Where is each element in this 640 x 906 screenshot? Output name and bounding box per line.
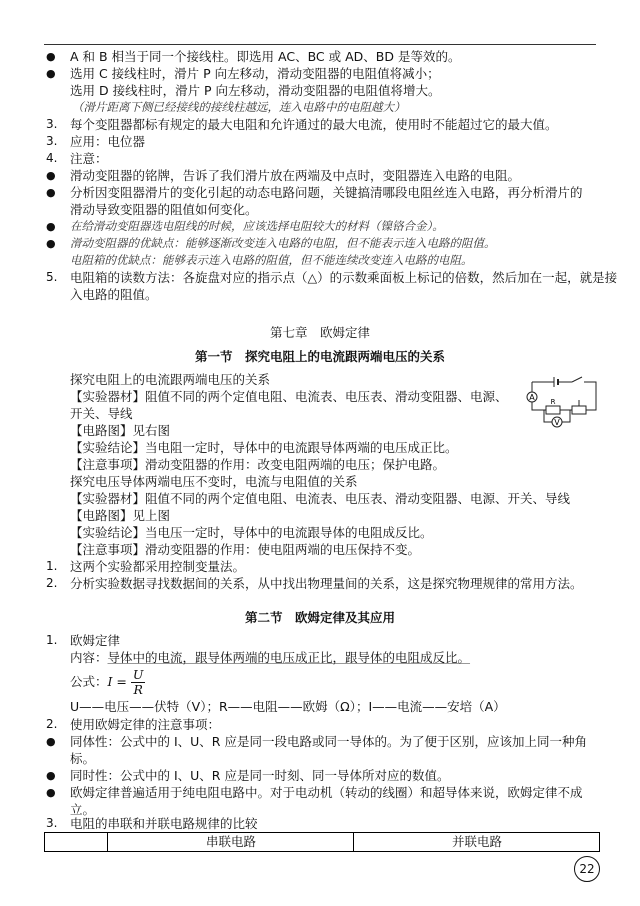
wire — [532, 402, 546, 410]
law-content-text: 导体中的电流，跟导体两端的电压成正比，跟导体的电阻成反比。 — [107, 650, 471, 665]
paragraph-line: 【注意事项】滑动变阻器的作用：使电阻两端的电压保持不变。 — [70, 542, 421, 557]
bullet-text: 立。 — [70, 802, 96, 817]
bullet-text: 选用 C 接线柱时，滑片 P 向左移动，滑动变阻器的电阻值将减小； — [70, 66, 440, 81]
bullet-text: 滑动导致变阻器的阻值如何变化。 — [70, 202, 258, 217]
table-header-series: 串联电路 — [107, 833, 354, 851]
bullet-text: A 和 B 相当于同一个接线柱。即选用 AC、BC 或 AD、BD 是等效的。 — [70, 49, 461, 64]
switch-blade — [572, 377, 582, 382]
law-units: U——电压——伏特（V）；R——电阻——欧姆（Ω）；I——电流——安培（A） — [70, 699, 506, 714]
bullet-text: 滑动变阻器的铭牌，告诉了我们滑片放在两端及中点时，变阻器连入电路的电阻。 — [70, 168, 521, 183]
law-name: 欧姆定律 — [70, 633, 121, 648]
section-title: 第二节 欧姆定律及其应用 — [244, 610, 395, 625]
table-header-parallel: 并联电路 — [353, 833, 600, 851]
law-formula — [70, 664, 145, 700]
item-marker: 2. — [46, 576, 58, 590]
comparison-table — [44, 832, 600, 852]
formula-fraction — [131, 668, 146, 697]
paragraph-line: 【实验器材】阻值不同的两个定值电阻、电流表、电压表、滑动变阻器、电源、开关、导线 — [70, 491, 571, 506]
bullet-marker: ● — [46, 237, 56, 250]
item-text: 注意： — [70, 151, 108, 166]
item-text: 入电路的阻值。 — [70, 287, 158, 302]
paragraph-line: 探究电压导体两端电压不变时，电流与电阻值的关系 — [70, 474, 358, 489]
table-header-cell — [45, 833, 107, 851]
paragraph-line: 【实验器材】阻值不同的两个定值电阻、电流表、电压表、滑动变阻器、电源、 — [70, 389, 508, 404]
bullet-marker: ● — [46, 169, 56, 182]
paragraph-line: 开关、导线 — [70, 406, 133, 421]
bullet-marker: ● — [46, 769, 56, 782]
item-marker: 3. — [46, 816, 58, 830]
chapter-title: 第七章 欧姆定律 — [269, 325, 370, 340]
item-text: 分析实验数据寻找数据间的关系，从中找出物理量间的关系，这是探究物理规律的常用方法。 — [70, 576, 583, 591]
bullet-marker: ● — [46, 735, 56, 748]
page-number: 22 — [574, 856, 600, 882]
bullet-marker: ● — [46, 67, 56, 80]
paragraph-line: 【电路图】见上图 — [70, 508, 171, 523]
header-rule — [44, 44, 596, 45]
paragraph-line: 【注意事项】滑动变阻器的作用：改变电阻两端的电压；保护电路。 — [70, 457, 446, 472]
item-text: 每个变阻器都标有规定的最大电阻和允许通过的最大电流，使用时不能超过它的最大值。 — [70, 117, 558, 132]
item-text: 这两个实验都采用控制变量法。 — [70, 559, 246, 574]
item-marker: 2. — [46, 717, 58, 731]
formula-label: 公式： — [70, 674, 108, 689]
handwritten-note: （滑片距离下侧已经接线的接线柱越远，连入电路中的电阻越大） — [72, 100, 406, 114]
law-content-label: 内容： — [70, 650, 108, 665]
wire — [544, 410, 552, 422]
bullet-text: 分析因变阻器滑片的变化引起的动态电路问题，关键搞清哪段电阻丝连入电路，再分析滑片的 — [70, 185, 583, 200]
bullet-text: 选用 D 接线柱时，滑片 P 向左移动，滑动变阻器的电阻值将增大。 — [70, 83, 441, 98]
handwritten-note: 滑动变阻器的优缺点：能够逐渐改变连入电路的电阻，但不能表示连入电路的阻值。 — [70, 236, 496, 250]
item-marker: 3. — [46, 117, 58, 131]
formula-lhs: I = — [107, 674, 127, 689]
paragraph-line: 探究电阻上的电流跟两端电压的关系 — [70, 372, 271, 387]
formula-denominator: R — [133, 682, 143, 697]
handwritten-note: 电阻箱的优缺点：能够表示连入电路的阻值，但不能连续改变连入电路的电阻。 — [70, 253, 473, 267]
bullet-text: 标。 — [70, 751, 96, 766]
bullet-marker: ● — [46, 50, 56, 63]
bullet-text: 同时性：公式中的 I、U、R 应是同一时刻、同一导体所对应的数值。 — [70, 768, 450, 783]
item-marker: 1. — [46, 633, 58, 647]
bullet-marker: ● — [46, 186, 56, 199]
rheostat-symbol — [572, 406, 586, 414]
voltmeter-label: V — [554, 418, 560, 427]
paragraph-line: 【实验结论】当电压一定时，导体中的电流跟导体的电阻成反比。 — [70, 525, 433, 540]
bullet-text: 欧姆定律普遍适用于纯电阻电路中。对于电动机（转动的线圈）和超导体来说，欧姆定律不成 — [70, 785, 583, 800]
circuit-diagram — [524, 372, 604, 436]
bullet-marker: ● — [46, 220, 56, 233]
item-marker: 5. — [46, 270, 58, 284]
resistor-symbol — [546, 406, 560, 414]
item-marker: 3. — [46, 134, 58, 148]
bullet-text: 同体性：公式中的 I、U、R 应是同一段电路或同一导体的。为了便于区别，应该加上同一种角 — [70, 734, 587, 749]
item-marker: 4. — [46, 151, 58, 165]
section-title: 第一节 探究电阻上的电流跟两端电压的关系 — [194, 349, 445, 364]
resistor-label: R — [550, 398, 556, 406]
formula-numerator: U — [132, 667, 144, 682]
item-text: 电阻箱的读数方法：各旋盘对应的指示点（△）的示数乘面板上标记的倍数，然后加在一起，就是接 — [70, 270, 618, 285]
handwritten-note: 在给滑动变阻器选电阻线的时候，应该选择电阻较大的材料（镍铬合金）。 — [70, 219, 444, 233]
item-text: 电阻的串联和并联电路规律的比较 — [70, 816, 258, 831]
item-text: 应用：电位器 — [70, 134, 146, 149]
paragraph-line: 【电路图】见右图 — [70, 423, 171, 438]
bullet-marker: ● — [46, 786, 56, 799]
item-marker: 1. — [46, 559, 58, 573]
wire — [562, 410, 570, 422]
ammeter-label: A — [529, 393, 535, 402]
paragraph-line: 【实验结论】当电阻一定时，导体中的电流跟导体两端的电压成正比。 — [70, 440, 458, 455]
item-text: 使用欧姆定律的注意事项： — [70, 717, 221, 732]
